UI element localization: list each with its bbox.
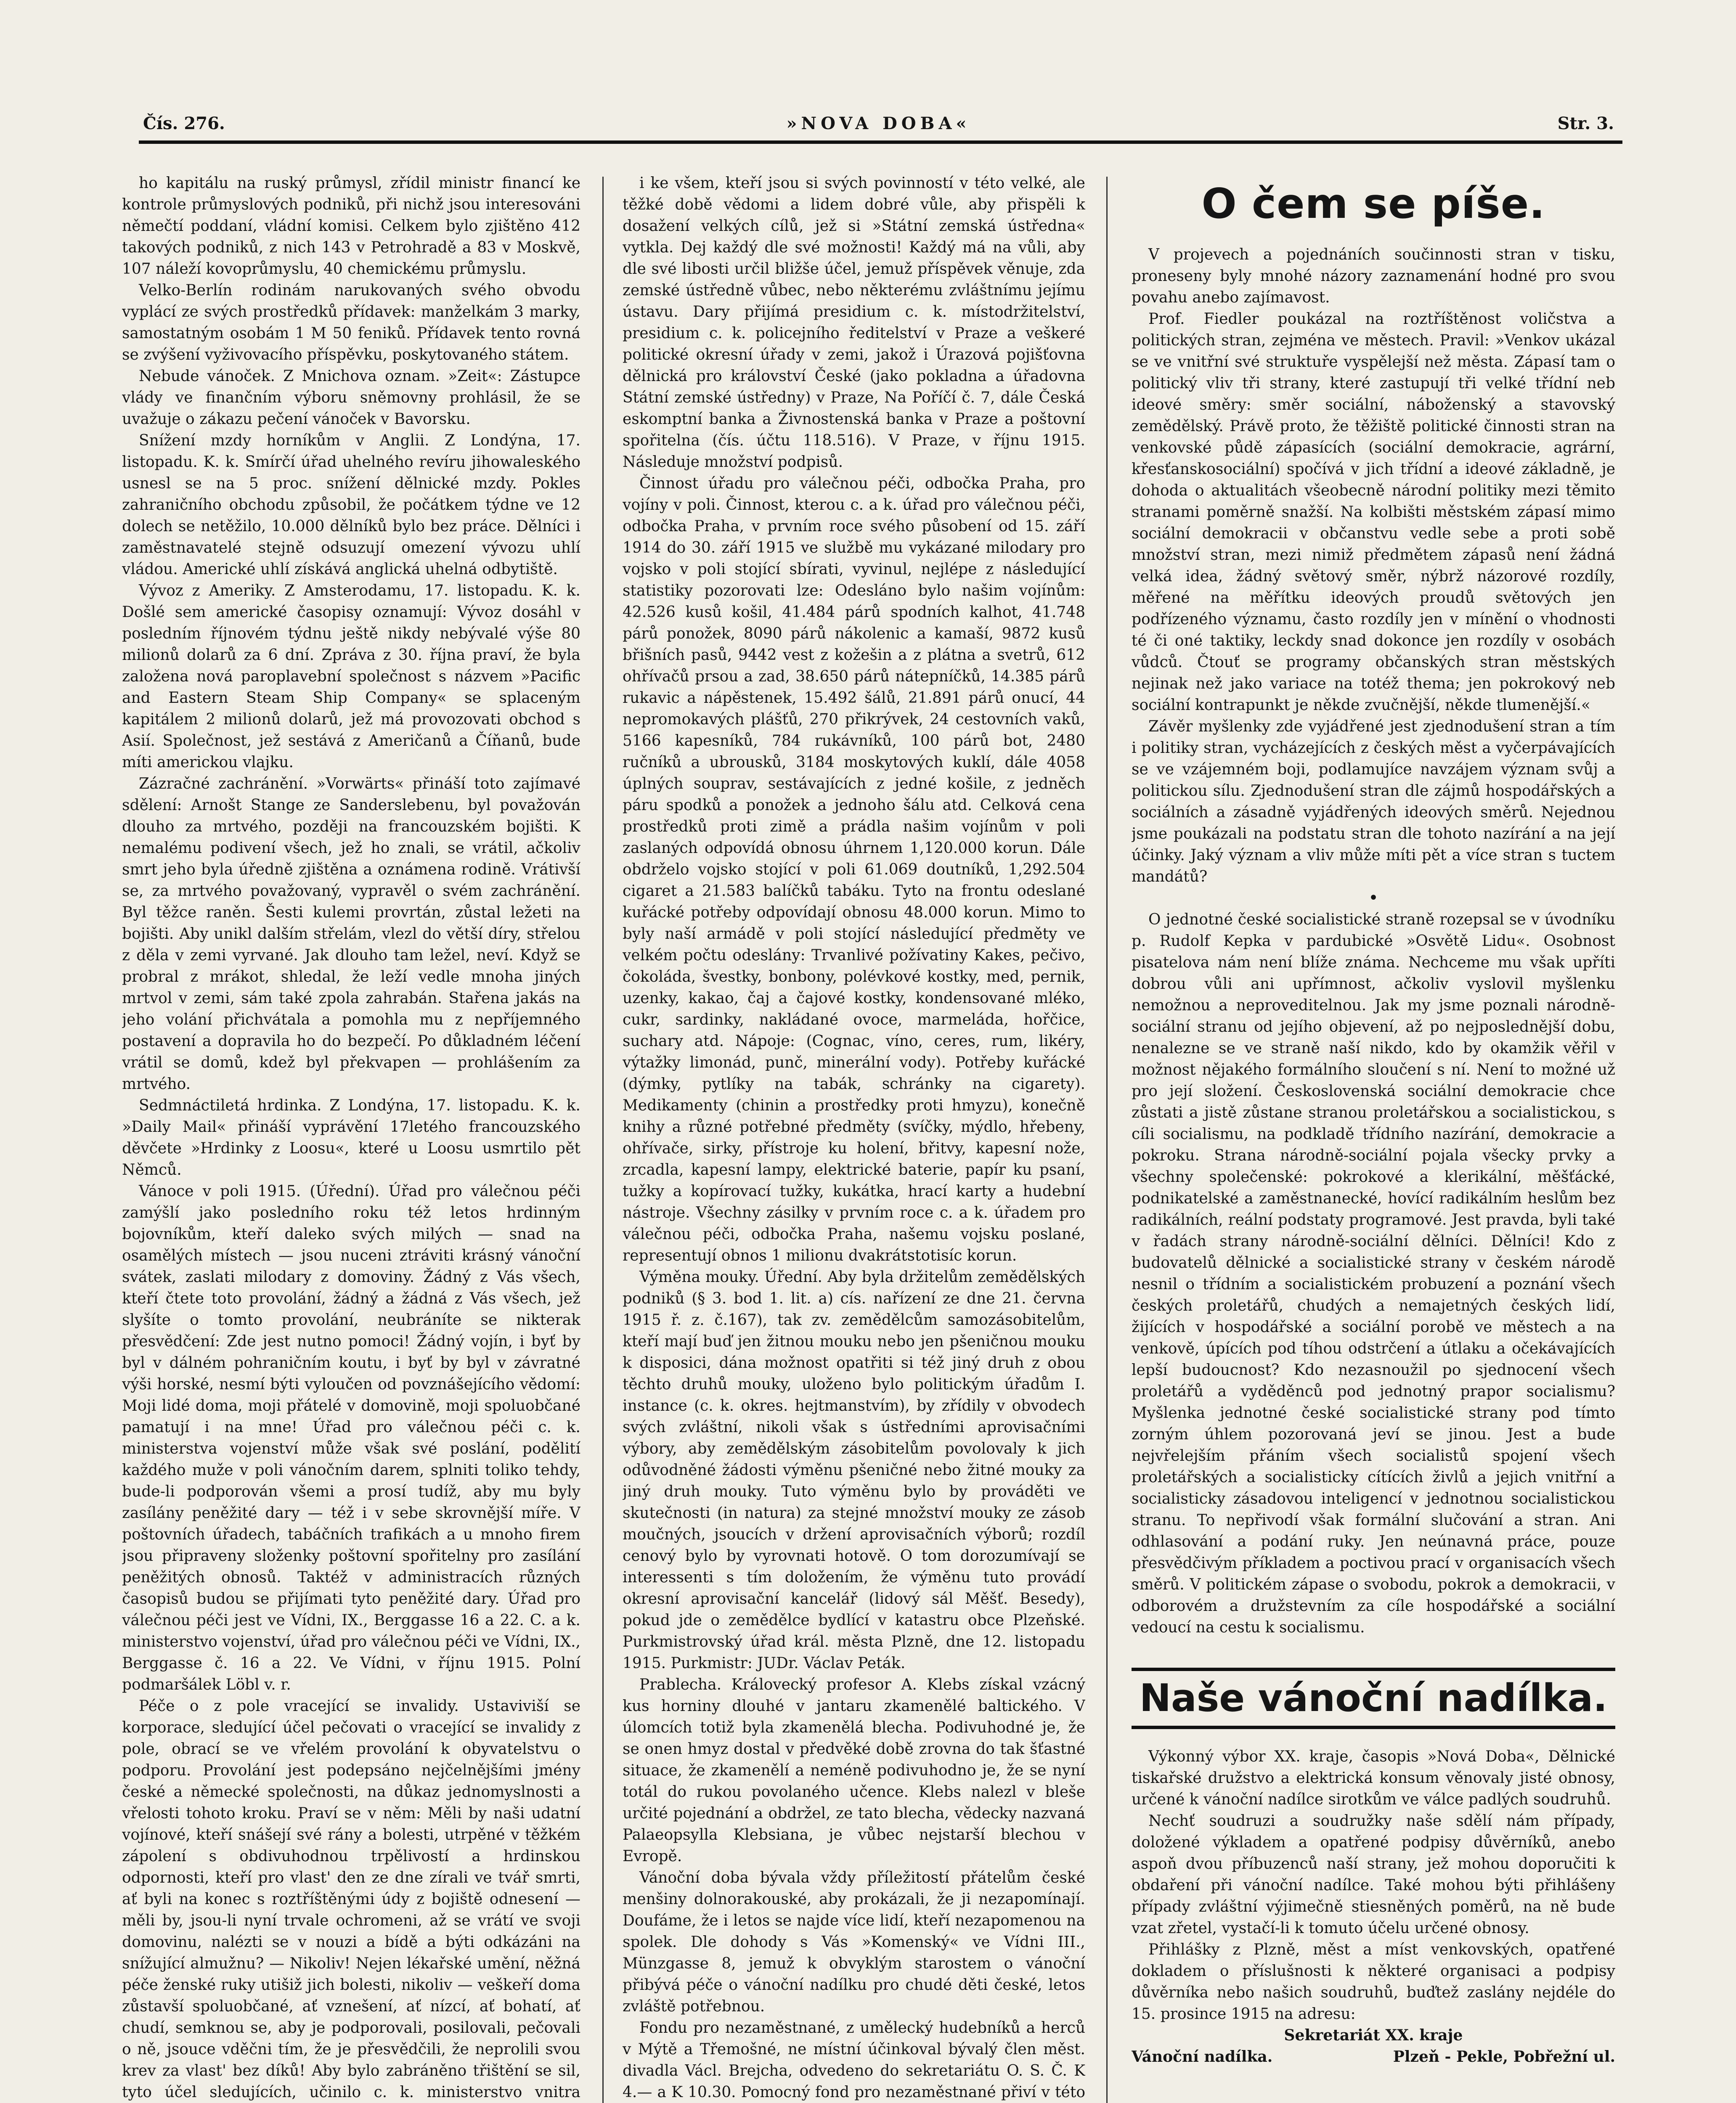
article-paragraph: Vánoční doba bývala vždy příležitostí přátelům české menšiny dolnorakouské, aby prokázali, že ji nezapomínají. Doufáme, že i letos se najde více lidí, kteří nezapomenou na spolek. Dle dohody s Vás »Komenský« ve Vídni III., Münzgasse 8, jemuž k obvyklým starostem o vánoční přibývá péče o vánoční nadílku pro chudé děti české, letos zvláště potřebnou.	[623, 1869, 1085, 2015]
article-paragraph: Snížení mzdy horníkům v Anglii. Z Londýna, 17. listopadu. K. k. Smírčí úřad uhelného revíru jihowaleského usnesl se na 5 proc. snížení dělnické mzdy. Pokles zahraničního obchodu způsobil, že počátkem týdne ve 12 dolech se netěžilo, 10.000 dělníků bylo bez práce. Dělníci i zaměstnavatelé stejně odsuzují omezení vývozu uhlí vládou. Americké uhlí získává anglická uhelná odbytiště.	[122, 432, 580, 578]
article-paragraph: Výměna mouky. Úřední. Aby byla držitelům zemědělských podniků (§ 3. bod 1. lit. a) cís. nařízení ze dne 21. června 1915 ř. z. č.167), tak zv. zemědělcům samozásobitelům, kteří mají buď jen žitnou mouku nebo jen pšeničnou mouku k disposici, dána možnost opatřiti si též jiný druh z obou těchto druhů mouky, uloženo bylo politickým úřadům I. instance (c. k. okres. hejtmanstvím), by zřídily v obvodech svých zvláštní, nikoli však s ústředními aprovisačními výbory, aby zemědělským zásobitelům povolovaly k jich odůvodněné žádosti výměnu pšeničné nebo žitné mouky za jiný druh mouky. Tuto výměnu bylo by prováděti ve skutečnosti (in natura) za stejné množství mouky ze zásob moučných, jsoucích v držení aprovisačních výborů; rozdíl cenový bylo by vyrovnati hotově. O tom dorozumívají se interessenti s tím doložením, že výměnu tuto provádí okresní aprovisační kancelář (lidový sál Měšť. Besedy), pokud jde o zemědělce bydlící v katastru obce Plzeňské. Purkmistrovský úřad král. města Plzně, dne 12. listopadu 1915. Purkmistr: JUDr. Václav Peták.	[623, 1269, 1085, 1672]
article-paragraph: Nechť soudruzi a soudružky naše sdělí nám případy, doložené výkladem a opatřené podpisy důvěrníků, anebo aspoň dvou příbuzenců naší strany, jež mohou doporučiti k obdaření při vánoční nadílce. Také mohou býti přihlášeny případy zvláštní výjimečně stiesněných poměrů, na ně bude vzat zřetel, vystačí-li k tomuto účelu určené obnosy.	[1132, 1812, 1615, 1937]
signature-left: Vánoční nadílka.	[1132, 2048, 1273, 2066]
article-paragraph: Fondu pro nezaměstnané, z umělecký hudebníků a herců v Mýtě a Třemošné, ne místní účinkoval bývalý člen měst. divadla Václ. Brejcha, odvedeno do sekretariátu O. S. Č. K 4.— a K 10.30. Pomocný fond pro nezaměstnané přiví v této	[623, 2019, 1085, 2101]
banner-box	[1132, 1668, 1615, 1729]
article-paragraph: Sedmnáctiletá hrdinka. Z Londýna, 17. listopadu. K. k. »Daily Mail« přináší vyprávění 17letého francouzského děvčete »Hrdinky z Loosu«, které u Loosu usmrtilo pět Němců.	[122, 1097, 580, 1179]
article-paragraph: Nebude vánoček. Z Mnichova oznam. »Zeit«: Zástupce vlády ve finančním výboru sněmovny prohlásil, že se uvažuje o zákazu pečení vánoček v Bavorsku.	[122, 368, 580, 428]
signature-right: Plzeň - Pekle, Pobřežní ul.	[1393, 2048, 1615, 2066]
article-paragraph: Přihlášky z Plzně, měst a míst venkovských, opatřené dokladem o příslušnosti k některé organisaci a podpisy důvěrníka nebo našich soudruhů, buďtež zaslány nejdéle do 15. prosince 1915 na adresu:	[1132, 1941, 1615, 2023]
signature-title: Sekretariát XX. kraje	[1284, 2026, 1463, 2044]
article-paragraph: Vývoz z Ameriky. Z Amsterodamu, 17. listopadu. K. k. Došlé sem americké časopisy oznamují: Vývoz dosáhl v posledním říjnovém týdnu ještě nikdy nebývalé výše 80 milionů dolarů za 6 dní. Zpráva z 30. října praví, že byla založena nová paroplavební společnost s názvem »Pacific and Eastern Steam Ship Company« se splaceným kapitálem 2 milionů dolarů, jež má provozovati obchod s Asií. Společnost, jež sestává z Američanů a Číňanů, bude míti americkou vlajku.	[122, 582, 580, 771]
column-divider-2	[1106, 177, 1108, 2103]
column-1	[122, 172, 580, 2103]
section-separator: •	[1368, 888, 1378, 908]
article-paragraph: Zázračné zachránění. »Vorwärts« přináší toto zajímavé sdělení: Arnošt Stange ze Sanderslebenu, byl považován dlouho za mrtvého, později na francouzském bojišti. K nemalému podivení všech, jež ho znali, se vrátil, ačkoliv smrt jeho byla úředně zjištěna a oznámena rodině. Vrátivší se, za mrtvého považovaný, vypravěl o svém zachránění. Byl těžce raněn. Šesti kulemi provrtán, zůstal ležeti na bojišti. Aby unikl dalším střelám, vlezl do větší díry, střelou z děla v zemi vyrvané. Jak dlouho tam ležel, neví. Když se probral z mrákot, shledal, že leží vedle mnoha jiných mrtvol v zemi, sám také zpola zahrabán. Stařena jakás na jeho volání přichvátala a pomohla mu z nepříjemného postavení a dopravila ho do bezpečí. Po důkladném léčení vrátil se domů, kdež byl překvapen — prohlášením za mrtvého.	[122, 775, 580, 1093]
column-3	[1132, 172, 1615, 2103]
article-paragraph: Výkonný výbor XX. kraje, časopis »Nová Doba«, Dělnické tiskařské družstvo a elektrická konsum věnovaly jisté obnosy, určené k vánoční nadílce sirotkům ve válce padlých soudruhů.	[1132, 1748, 1615, 1808]
header-rule	[139, 140, 1622, 144]
column-2	[623, 172, 1085, 2103]
section-title: O čem se píše.	[1201, 180, 1545, 228]
page-header	[143, 114, 1614, 139]
article-paragraph: Prof. Fiedler poukázal na roztříštěnost voličstva a politických stran, zejména ve městech. Pravil: »Venkov ukázal se ve vnitřní své struktuře vyspělejší než města. Zápasí tam o politický vliv tři strany, které zastupují tři velké třídní neb ideové směry: směr sociální, náboženský a stavovský zemědělský. Právě proto, že těžiště politické činnosti stran na venkovské půdě zápasících (sociální demokracie, agrární, křesťanskosociální) spočívá v jich třídní a ideové základně, je dohoda o aktualitách všeobecně národní politiky mezi těmito stranami poměrně snažší. Na kolbišti městském zápasí mimo sociální demokracii v občanstvu vedle sebe a proti sobě množství stran, mezi nimiž předmětem zápasů není žádná velká idea, žádný světový směr, nýbrž názorové rozdíly, měřené na měřítku ideových proudů světových jen podřízeného významu, často rozdíly jen v mínění o vhodnosti té či oné taktiky, leckdy snad dokonce jen rozdíly v osobách vůdců. Čtouť se programy občanských stran městských nejinak než jako variace na totéž thema; jen pokrokový neb sociální kontrapunkt je někde zvučnější, někde tlumenější.«	[1132, 310, 1615, 714]
article-paragraph: Prablecha. Královecký profesor A. Klebs získal vzácný kus horniny dlouhé v jantaru zkamenělé baltického. V úlomcích totiž byla zkamenělá blecha. Podivuhodné je, že se onen hmyz dostal v předvěké době zrovna do tak šťastné situace, že zkamenělí a neméně podivuhodno je, že se nyní totál do rukou povolaného učence. Klebs nalezl v bleše určité pojednání a obdržel, ze tato blecha, vědecky nazvaná Palaeopsylla Klebsiana, je vůbec nejstarší blechou v Evropě.	[623, 1676, 1085, 1865]
signature-line	[1132, 2046, 1615, 2068]
masthead: »NOVA DOBA«	[786, 114, 971, 133]
article-paragraph: Velko-Berlín rodinám narukovaných svého obvodu vyplácí ze svých prostředků přídavek: manželkám 3 marky, samostatným osobám 1 M 50 feniků. Přídavek tento rovná se zvýšení vyživovacího příspěvku, poskytovaného státem.	[122, 282, 580, 363]
article-paragraph: ho kapitálu na ruský průmysl, zřídil ministr financí ke kontrole průmyslových podniků, při nichž jsou interesováni němečtí poddaní, vládní komisi. Celkem bylo zjištěno 412 takových podniků, z nich 143 v Petrohradě a 83 v Moskvě, 107 náleží kovoprůmyslu, 40 chemickému průmyslu.	[122, 175, 580, 278]
article-paragraph: V projevech a pojednáních součinnosti stran v tisku, proneseny byly mnohé názory zaznamenání hodné pro svou povahu anebo zajímavost.	[1132, 246, 1615, 306]
column-divider-1	[602, 177, 604, 2103]
article-paragraph: Péče o z pole vracející se invalidy. Ustaviviší se korporace, sledující účel pečovati o vracející se invalidy z pole, obrací se ve vřelém provolání k obyvatelstvu o podporu. Provolání jest podepsáno nejčelnějšími jmény české a německé společnosti, na důkaz jednomyslnosti a vřelosti tohoto kroku. Praví se v něm: Měli by naši udatní vojínové, kteří snášejí své rány a bolesti, utrpěné v těžkém zápolení s obdivuhodnou trpělivostí a hrdinskou odpornosti, kteří pro vlast' den ze dne zírali ve tvář smrti, ať byli na konec s roztříštěnými údy z bojiště odnesení — měli by, jsou-li nyní trvale ochromeni, až se vrátí ve svoji domovinu, nalézti se v nouzi a bídě a býti odkázáni na snížující almužnu? — Nikoliv! Nejen lékařské umění, něžná péče ženské ruky utišiž jich bolesti, nikoliv — veškeří doma zůstavší spoluobčané, ať vznešení, ať nízcí, ať bohatí, ať chudí, semknou se, aby je podporovali, posilovali, pečovali o ně, jsouce vděčni tím, že je přesvědčili, že neprolili svou krev za vlast' bez díků! Aby bylo zabráněno třištění se sil, tyto účel sledujících, učinilo c. k. ministerstvo vnitra	[122, 1698, 580, 2101]
article-paragraph: Vánoce v poli 1915. (Úřední). Úřad pro válečnou péči zamýšlí jako posledního roku též letos hrdinným bojovníkům, kteří daleko svých milých — snad na osamělých místech — jsou nuceni ztráviti krásný vánoční svátek, zaslati milodary z domoviny. Žádný z Vás všech, kteří čtete toto provolání, žádný a žádná z Vás všech, jež slyšíte o tomto provolání, neubráníte se nikterak přesvědčení: Zde jest nutno pomoci! Žádný vojín, i byť by byl v dálném pohraničním koutu, i byť by byl v závratné výši horské, nesmí býti vyloučen od povznášejícího vědomí: Moji lidé doma, moji přátelé v domovině, moji spoluobčané pamatují i na mne! Úřad pro válečnou péči c. k. ministerstva vojenství může však své poslání, podělití každého muže v poli vánočním darem, splniti toliko tehdy, bude-li podporován všemi a prosí tudíž, aby mu byly zasílány peněžité dary — též i v sebe skrovnější míře. V poštovních úřadech, tabáčních trafikách a u mnoho firem jsou připraveny složenky poštovní spořitelny pro zasílání peněžitých obnosů. Taktéž v administracích různých časopisů budou se přijímati tyto peněžité dary. Úřad pro válečnou péči jest ve Vídni, IX., Berggasse 16 a 22. C. a k. ministerstvo vojenství, úřad pro válečnou péči ve Vídni, IX., Berggasse č. 16 a 22. Ve Vídni, v říjnu 1915. Polní podmaršálek Löbl v. r.	[122, 1183, 580, 1693]
article-paragraph: Činnost úřadu pro válečnou péči, odbočka Praha, pro vojíny v poli. Činnost, kterou c. a k. úřad pro válečnou péči, odbočka Praha, v prvním roce svého působení od 15. září 1914 do 30. září 1915 ve službě mu vykázané milodary pro vojsko v poli stojící sbírati, vyvinul, nejlépe z následující statistiky pozorovati lze: Odesláno bylo našim vojínům: 42.526 kusů košil, 41.484 párů spodních kalhot, 41.748 párů ponožek, 8090 párů nákolenic a kamaší, 9872 kusů břišních pasů, 9442 vest z kožešin a z plátna a svetrů, 612 ohřívačů prsou a zad, 38.650 párů nátepníčků, 14.385 párů rukavic a nápěstenek, 15.492 šálů, 21.891 párů onucí, 44 nepromokavých plášťů, 270 přikrývek, 24 cestovních vaků, 5166 kapesníků, 784 rukávníků, 100 párů bot, 2480 ručníků a ubrousků, 3184 moskytových kuklí, dále 4058 úplných souprav, sestávajících z jedné košile, z jedněch páru spodků a ponožek a jednoho šálu atd. Celková cena prostředků proti zimě a prádla našim vojínům v poli zaslaných odpovídá obnosu úhrnem 1,120.000 korun. Dále obdrželo vojsko stojící v poli 61.069 doutníků, 1,292.504 cigaret a 21.583 balíčků tabáku. Tyto na frontu odeslané kuřácké potřeby odpovídají obnosu 48.000 korun. Mimo to byly naší armádě v poli stojící následující předměty ve velkém počtu odeslány: Trvanlivé požívatiny Kakes, pečivo, čokoláda, švestky, bonbony, polévkové kostky, med, pernik, uzenky, kakao, čaj a čajové kostky, kondensované mléko, cukr, sardinky, nakládané ovoce, marmeláda, hořčice, suchary atd. Nápoje: (Cognac, víno, ceres, rum, likéry, výtažky limonád, punč, minerální vody). Potřeby kuřácké (dýmky, pytlíky na tabák, schránky na cigarety). Medikamenty (chinin a prostředky proti hmyzu), konečně knihy a různé potřebné předměty (svíčky, mýdlo, hřebeny, ohřívače, sirky, přístroje ku holení, břitvy, kapesní nože, zrcadla, kapesní lampy, elektrické baterie, papír ku psaní, tužky a kopírovací tužky, kukátka, hrací karty a hudební nástroje. Všechny zásilky v prvním roce c. a k. úřadem pro válečnou péči, odbočka Praha, našemu vojsku poslané, representují obnos 1 milionu dvakrátstotisíc korun.	[623, 475, 1085, 1264]
banner-title: Naše vánoční nadílka.	[1139, 1676, 1608, 1720]
article-paragraph: Závěr myšlenky zde vyjádřené jest zjednodušení stran a tím i politiky stran, vycházejících z českých měst a vyčerpávajících se ve vzájemném boji, podlamujíce navzájem význam svůj a politickou sílu. Zjednodušení stran dle zájmů hospodářských a sociálních a zásadně vyjádřených ideových směrů. Nejednou jsme poukázali na podstatu stran dle tohoto nazírání a na její účinky. Jaký význam a vliv může míti pět a více stran s tuctem mandátů?	[1132, 718, 1615, 885]
page-number: Str. 3.	[1557, 114, 1614, 133]
article-paragraph: O jednotné české socialistické straně rozepsal se v úvodníku p. Rudolf Kepka v pardubické »Osvětě Lidu«. Osobnost pisatelova nám není blíže známa. Nechceme mu však upříti dobrou vůli ani upřímnost, ačkoliv vyslovil myšlenku nemožnou a neproveditelnou. Jak my jsme poznali národně-sociální stranu od jejího objevení, až po nejposlednější dobu, nenalezne se ve straně naší nikdo, kdo by okamžik věřil v možnost nějakého formálního sloučení s ní. Není to možné už pro její složení. Československá sociální demokracie chce zůstati a jistě zůstane stranou proletářskou a socialistickou, s cíli socialismu, na podkladě třídního nazírání, demokracie a pokroku. Strana národně-sociální pojala všecky prvky a všechny společenské: pokrokové a klerikální, měšťácké, podnikatelské a zaměstnanecké, hovící radikálním heslům bez radikálních, reální podstaty programové. Jest pravda, byli také v řadách strany národně-sociální dělníci. Dělníci! Kdo z budovatelů dělnické a socialistické strany v českém národě nesnil o třídním a socialistickém probuzení a poznání všech českých proletářů, chudých a nemajetných českých lidí, žijících v hospodářské a sociální porobě ve městech a na venkově, úpících pod tíhou odstrčení a útlaku a očekávajících lepší budoucnost? Kdo nezasnoužil po sjednocení všech proletářů a vyděděnců pod jednotný prapor socialismu? Myšlenka jednotné české socialistické strany pod tímto zorným úhlem pozorovaná jeví se jinou. Jest a bude nejvřelejším přáním všech socialistů spojení všech proletářských a socialisticky cítících živlů a jejich vnitřní a socialisticky zásadovou inteligencí v jednotnou socialistickou stranu. To nepřivodí však formální slučování a stran. Ani odhlasování a podání ruky. Jen neúnavná práce, pouze přesvědčivým příkladem a poctivou prací v organisacích všech směrů. V politickém zápase o svobodu, pokrok a demokracii, v odborovém a družstevním za cíle hospodářské a sociální vedoucí na cestu k socialismu.	[1132, 911, 1615, 1636]
issue-number: Čís. 276.	[143, 114, 225, 133]
article-paragraph: i ke všem, kteří jsou si svých povinností v této velké, ale těžké době vědomi a lidem dobré vůle, aby přispěli k dosažení velkých cílů, jež si »Státní zemská ústředna« vytkla. Dej každý dle své možnosti! Každý má na vůli, aby dle své libosti určil bližše účel, jemuž příspěvek věnuje, zda zemské ústředně vůbec, nebo některému zvláštnímu jejímu ústavu. Dary přijímá presidium c. k. místodržitelství, presidium c. k. policejního ředitelství v Praze a veškeré politické okresní úřady v zemi, jakož i Úrazová pojišťovna dělnická pro království České (jako pokladna a úřadovna Státní zemské ústředny) v Praze, Na Poříčí č. 7, dále Česká eskomptní banka a Živnostenská banka v Praze a poštovní spořitelna (čís. účtu 118.516). V Praze, v říjnu 1915. Následuje množství podpisů.	[623, 175, 1085, 471]
